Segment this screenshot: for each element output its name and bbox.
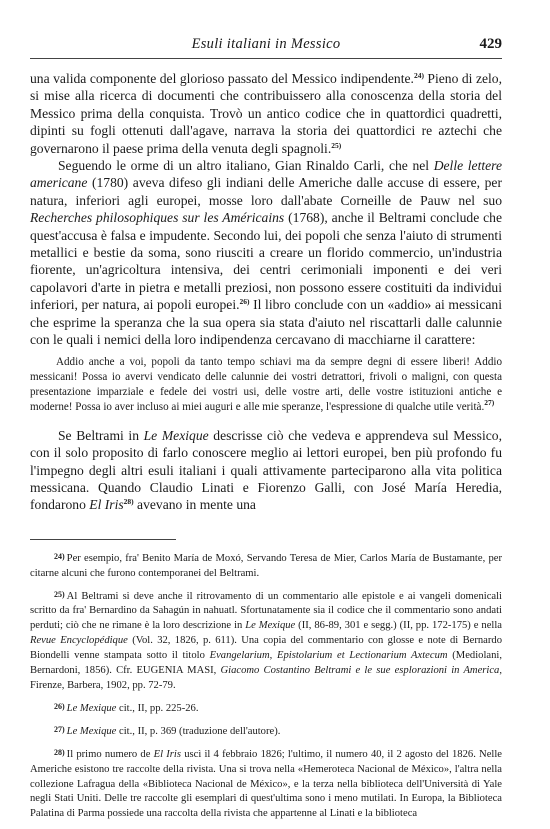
italic-title: Giacomo Costantino Beltrami e le sue esplorazioni in America: [220, 665, 500, 677]
text-run: Pieno di zelo, si mise alla ricerca di documenti che contribuissero alla conoscenza della storia del Messico prima della conquista. Trovò un antico codice che in quattordici quadretti, dipinti su fogli ottenuti dall'agave, narrava la storia dei quattordici re aztechi che governarono il paese prima della venuta degli spagnoli.: [30, 71, 502, 156]
paragraph: [30, 427, 502, 514]
text-run: Se Beltrami in: [58, 427, 144, 443]
italic-title: El Iris: [153, 748, 181, 760]
italic-title: Evangelarium, Epistolarium et Lectionarium Axtecum: [209, 650, 448, 662]
text-run: (1780) aveva difeso gli indiani delle Americhe dalle accuse di essere, per natura, inferiori agli europei, mosse loro dall'abate Corneille de Pauw nel suo: [30, 175, 502, 208]
text-run: Al Beltrami si deve anche il ritrovamento di un commentario alle epistole e ai vangeli domenicali scritto da fra' Bernardino da Sahagún in nahuatl. Sfortunatamente sia il codice che il commentario sono andati perduti; ciò che ne rimane è la loro descrizione in: [30, 590, 502, 632]
text-run: (Vol. 32, 1826, p. 611). Una copia del commentario con glosse e note di Bernardo Biondelli venne stampata sotto il titolo: [30, 635, 502, 662]
footnote-reference: 25): [331, 140, 342, 150]
text-run: Seguendo le orme di un altro italiano, Gian Rinaldo Carli, che nel: [58, 158, 434, 174]
block-quote: [30, 355, 502, 416]
page-number: 429: [479, 36, 502, 52]
footnote-number: 26): [54, 701, 65, 711]
main-text: [30, 70, 502, 822]
footnote-text: [30, 591, 502, 691]
italic-title: Le Mexique: [66, 725, 117, 737]
italic-title: Recherches philosophiques sur les Américains: [30, 210, 285, 226]
footnote-reference: 27): [484, 398, 495, 408]
running-title: Esuli italiani in Messico: [191, 36, 341, 52]
text-run: (Mediolani, Bernardoni, 1856). Cfr. EUGENIA MASI,: [30, 650, 502, 677]
footnote-text: [67, 726, 281, 737]
italic-title: Revue Encyclopédique: [30, 635, 128, 647]
text-run: Il libro conclude con un «addio» ai messicani che esprime la speranza che la sua opera sia stata d'aiuto nel riscattarli dalle calunnie con le quali i nemici della loro indipendenza cercavano di macchiarne il carattere:: [30, 297, 502, 348]
footnote-number: 25): [54, 589, 65, 599]
text-run: avevano in mente una: [133, 497, 256, 513]
text-run: , Firenze, Barbera, 1902, pp. 72-79.: [30, 665, 502, 691]
footnote-reference: 28): [123, 497, 134, 507]
text-run: cit., II, pp. 225-26.: [116, 702, 199, 714]
text-run: Addio anche a voi, popoli da tanto tempo schiavi ma da sempre degni di essere liberi! Addio messicani! Possa io avervi vendicato delle calunnie dei vostri detrattori, frivoli o maligni, con questa presentazione imparziale e fedele dei vostri usi, delle vostre arti, delle vostre istituzioni antiche e moderne! Possa io aver incluso ai miei auguri e alle mie speranze, l'espressione di qualche utile verità.: [30, 355, 502, 414]
paragraph: [30, 70, 502, 157]
italic-title: Le Mexique: [143, 427, 209, 443]
footnote-number: 27): [54, 724, 65, 734]
footnote-number: 24): [54, 551, 65, 561]
footnotes: [30, 550, 502, 823]
text-run: (1768), anche il Beltrami conclude che quest'accusa è falsa e impudente. Secondo lui, dei popoli che senza l'aiuto di strumenti metallici e bestie da soma, sono riusciti a creare un florido commercio, un'industria fiorente, un'agricoltura intensiva, dei centri cerimoniali imponenti e dei veri capolavori d'arte in pietra e metalli preziosi, non possono essere costituiti da individui inferiori, per natura, ai popoli europei.: [30, 210, 503, 313]
footnote-reference: 24): [413, 71, 424, 80]
text-run: descrisse ciò che vedeva e apprendeva sul Messico, con il solo proposito di farlo conoscere meglio ai lettori europei, ben più profondo fu l'impegno degli altri esuli italiani i quali attivamente parteciparono alla vita politica messicana. Quando Claudio Linati e Fiorenzo Galli, con José María Heredia, fondarono: [30, 427, 502, 513]
paragraph: [30, 157, 502, 348]
footnote-text: [30, 553, 502, 579]
footnote-number: 28): [54, 747, 65, 757]
footnote-text: [30, 749, 502, 820]
text-run: una valida componente del glorioso passato del Messico indipendente.: [30, 71, 414, 86]
italic-title: El Iris: [89, 497, 124, 513]
footnote-reference: 26): [239, 297, 250, 307]
footnote: [30, 550, 502, 582]
footnote-text: [67, 703, 199, 714]
footnote: [30, 700, 502, 717]
italic-title: Delle lettere americane: [30, 158, 502, 191]
text-run: uscì il 4 febbraio 1826; l'ultimo, il numero 40, il 2 agosto del 1826. Nelle Americhe esistono tre raccolte della rivista. Una si trova nella «Hemeroteca Nacional de México», l'altra nella collezione Lafragua della «Biblioteca Nacional de México», e la terza nella biblioteca dell'Università di Yale negli Stati Uniti. Delle tre raccolte gli esemplari di quest'ultima sono i meno mutilati. In Europa, la Biblioteca Palatina di Parma possiede una raccolta della rivista che appartenne al Linati e la biblioteca: [30, 748, 502, 820]
text-run: (II, 86-89, 301 e segg.) (II, pp. 172-175) e nella: [295, 620, 502, 632]
text-run: Per esempio, fra' Benito María de Moxó, Servando Teresa de Mier, Carlos María de Bustamante, per citarne alcuni che furono contemporanei del Beltrami.: [30, 552, 502, 579]
text-run: Il primo numero de: [66, 748, 154, 760]
text-run: cit., II, p. 369 (traduzione dell'autore).: [116, 725, 281, 737]
header-rule: [30, 58, 502, 59]
footnote: [30, 746, 502, 823]
footnote: [30, 723, 502, 740]
footnote-rule: [30, 539, 176, 540]
italic-title: Le Mexique: [245, 620, 296, 632]
footnote: [30, 588, 502, 694]
page-header: [30, 36, 502, 56]
italic-title: Le Mexique: [66, 702, 117, 714]
